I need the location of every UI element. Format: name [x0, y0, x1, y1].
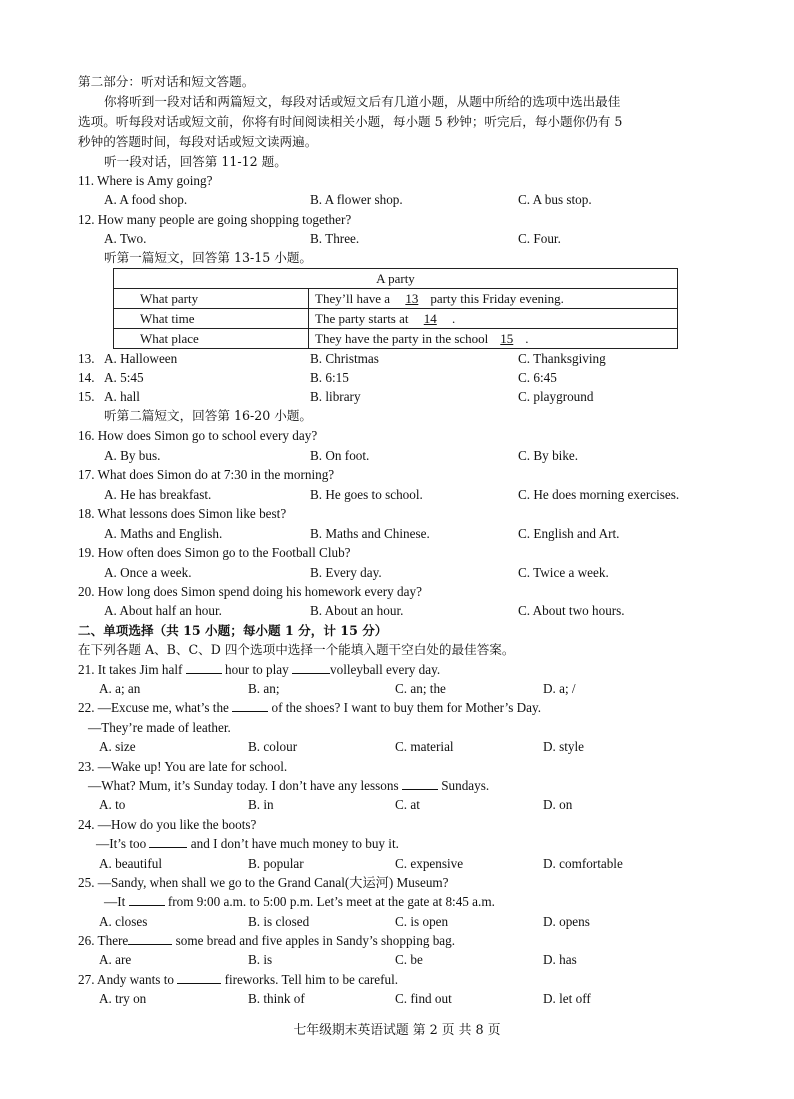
q20-option-b: B. About an hour. — [310, 603, 404, 618]
q22-text: of the shoes? I want to buy them for Mother’s Day. — [268, 700, 542, 715]
table-row — [114, 289, 678, 309]
q26-option-d: D. has — [543, 952, 577, 967]
row-label: What place — [114, 329, 309, 349]
q25-option-c: C. is open — [395, 914, 449, 929]
question-21 — [78, 661, 440, 679]
question-25: 25. —Sandy, when shall we go to the Grand Canal(大运河) Museum? — [78, 875, 449, 890]
question-26 — [78, 932, 455, 950]
q18-option-c: C. English and Art. — [518, 526, 620, 541]
q25-response — [104, 893, 495, 911]
question-16: 16. How does Simon go to school every day? — [78, 428, 318, 443]
party-table — [113, 268, 678, 349]
q14-option-a: A. 5:45 — [104, 370, 144, 385]
q11-option-c: C. A bus stop. — [518, 192, 592, 207]
q17-option-b: B. He goes to school. — [310, 487, 423, 502]
question-18: 18. What lessons does Simon like best? — [78, 506, 287, 521]
q27-text: fireworks. Tell him to be careful. — [221, 972, 399, 987]
q20-option-a: A. About half an hour. — [104, 603, 222, 618]
row-label: What party — [114, 289, 309, 309]
blank-13: 13 — [405, 290, 419, 306]
q15-option-b: B. library — [310, 389, 361, 404]
question-22 — [78, 699, 541, 717]
question-27 — [78, 971, 398, 989]
row-text: . — [448, 310, 456, 326]
q22-option-d: D. style — [543, 739, 585, 754]
q22-text: 22. —Excuse me, what’s the — [78, 700, 233, 715]
q24-option-b: B. popular — [248, 856, 304, 871]
q16-option-a: A. By bus. — [104, 448, 161, 463]
row-content — [309, 309, 678, 329]
question-24: 24. —How do you like the boots? — [78, 817, 257, 832]
q16-option-b: B. On foot. — [310, 448, 370, 463]
single-choice-instructions: 在下列各题 A、B、C、D 四个选项中选择一个能填入题干空白处的最佳答案。 — [78, 642, 515, 657]
blank-line — [292, 661, 330, 674]
q23-option-a: A. to — [99, 797, 126, 812]
q24-option-d: D. comfortable — [543, 856, 623, 871]
row-content — [309, 289, 678, 309]
blank-line — [186, 661, 222, 674]
row-text: They have the party in the school — [315, 330, 489, 346]
q22-response: —They’re made of leather. — [88, 720, 231, 735]
q27-option-b: B. think of — [248, 991, 305, 1006]
q19-option-c: C. Twice a week. — [518, 565, 609, 580]
q11-option-b: B. A flower shop. — [310, 192, 403, 207]
q21-text: volleyball every day. — [330, 662, 441, 677]
passage1-intro: 听第一篇短文，回答第 13-15 小题。 — [104, 250, 313, 265]
blank-line — [129, 893, 165, 906]
q21-text: 21. It takes Jim half — [78, 662, 186, 677]
q24-option-c: C. expensive — [395, 856, 464, 871]
q18-option-b: B. Maths and Chinese. — [310, 526, 430, 541]
q25-option-a: A. closes — [99, 914, 148, 929]
part2-instructions-1: 你将听到一段对话和两篇短文，每段对话或短文后有几道小题，从题中所给的选项中选出最佳 — [104, 94, 621, 109]
q12-option-b: B. Three. — [310, 231, 360, 246]
q13-option-c: C. Thanksgiving — [518, 351, 606, 366]
q19-option-b: B. Every day. — [310, 565, 382, 580]
q27-option-d: D. let off — [543, 991, 591, 1006]
row-text: They’ll have a — [315, 290, 394, 306]
q23-option-b: B. in — [248, 797, 274, 812]
q12-option-a: A. Two. — [104, 231, 147, 246]
q25-option-b: B. is closed — [248, 914, 310, 929]
q23-option-c: C. at — [395, 797, 420, 812]
q26-option-a: A. are — [99, 952, 132, 967]
q17-option-c: C. He does morning exercises. — [518, 487, 680, 502]
question-23: 23. —Wake up! You are late for school. — [78, 759, 288, 774]
q22-option-c: C. material — [395, 739, 454, 754]
q11-option-a: A. A food shop. — [104, 192, 188, 207]
q16-option-c: C. By bike. — [518, 448, 579, 463]
q22-option-a: A. size — [99, 739, 136, 754]
dialog-intro: 听一段对话，回答第 11-12 题。 — [104, 154, 287, 169]
blank-line — [232, 699, 268, 712]
q24-option-a: A. beautiful — [99, 856, 162, 871]
q18-option-a: A. Maths and English. — [104, 526, 223, 541]
question-20: 20. How long does Simon spend doing his homework every day? — [78, 584, 422, 599]
q17-option-a: A. He has breakfast. — [104, 487, 212, 502]
q26-option-b: B. is — [248, 952, 273, 967]
question-17: 17. What does Simon do at 7:30 in the morning? — [78, 467, 335, 482]
q26-text: some bread and five apples in Sandy’s shopping bag. — [172, 933, 456, 948]
blank-line — [177, 971, 221, 984]
q26-option-c: C. be — [395, 952, 423, 967]
q27-option-c: C. find out — [395, 991, 452, 1006]
q20-option-c: C. About two hours. — [518, 603, 625, 618]
q26-text: 26. There — [78, 933, 129, 948]
blank-line — [149, 835, 187, 848]
blank-14: 14 — [423, 310, 437, 326]
question-19: 19. How often does Simon go to the Football Club? — [78, 545, 351, 560]
q21-option-d: D. a; / — [543, 681, 576, 696]
blank-line — [128, 932, 172, 945]
row-text: The party starts at — [315, 310, 412, 326]
q13-option-a: A. Halloween — [104, 351, 178, 366]
question-13: 13. — [78, 351, 95, 366]
blank-15: 15 — [500, 330, 514, 346]
q21-option-a: A. a; an — [99, 681, 141, 696]
q12-option-c: C. Four. — [518, 231, 561, 246]
q21-text: hour to play — [221, 662, 293, 677]
blank-line — [402, 777, 438, 790]
q19-option-a: A. Once a week. — [104, 565, 192, 580]
q25-option-d: D. opens — [543, 914, 590, 929]
q22-option-b: B. colour — [248, 739, 298, 754]
row-content — [309, 329, 678, 349]
question-12: 12. How many people are going shopping together? — [78, 212, 352, 227]
question-11: 11. Where is Amy going? — [78, 173, 213, 188]
page-footer: 七年级期末英语试题 第 2 页 共 8 页 — [293, 1023, 501, 1038]
part2-title: 第二部分：听对话和短文答题。 — [78, 74, 255, 89]
question-14: 14. — [78, 370, 95, 385]
q24-text: and I don’t have much money to buy it. — [187, 836, 399, 851]
table-row — [114, 309, 678, 329]
q15-option-c: C. playground — [518, 389, 594, 404]
q23-option-d: D. on — [543, 797, 573, 812]
q25-text: —It — [104, 894, 129, 909]
q24-text: —It’s too — [96, 836, 150, 851]
q13-option-b: B. Christmas — [310, 351, 379, 366]
q23-text: —What? Mum, it’s Sunday today. I don’t have any lessons — [88, 778, 402, 793]
q27-option-a: A. try on — [99, 991, 147, 1006]
table-title: A party — [114, 269, 678, 289]
q14-option-b: B. 6:15 — [310, 370, 349, 385]
part2-instructions-3: 秒钟的答题时间，每段对话或短文读两遍。 — [78, 134, 318, 149]
table-row — [114, 329, 678, 349]
q25-text: from 9:00 a.m. to 5:00 p.m. Let’s meet at the gate at 8:45 a.m. — [164, 894, 495, 909]
part2-instructions-2: 选项。听每段对话或短文前，你将有时间阅读相关小题，每小题 5 秒钟；听完后，每小题你仍有 5 — [78, 114, 623, 129]
row-label: What time — [114, 309, 309, 329]
q24-response — [96, 835, 399, 853]
row-text: party this Friday evening. — [430, 290, 564, 306]
passage2-intro: 听第二篇短文，回答第 16-20 小题。 — [104, 408, 313, 423]
q15-option-a: A. hall — [104, 389, 140, 404]
table-header-row — [114, 269, 678, 289]
question-15: 15. — [78, 389, 95, 404]
q23-response — [88, 777, 489, 795]
q27-text: 27. Andy wants to — [78, 972, 178, 987]
single-choice-title: 二、单项选择（共 15 小题；每小题 1 分，计 15 分） — [78, 623, 388, 638]
row-text: . — [525, 330, 529, 346]
q14-option-c: C. 6:45 — [518, 370, 557, 385]
q21-option-b: B. an; — [248, 681, 280, 696]
q21-option-c: C. an; the — [395, 681, 446, 696]
q23-text: Sundays. — [437, 778, 490, 793]
